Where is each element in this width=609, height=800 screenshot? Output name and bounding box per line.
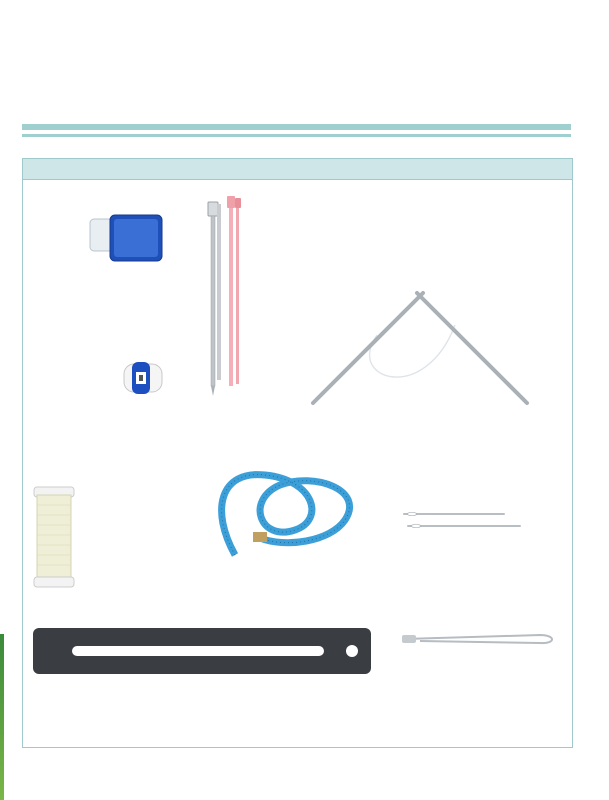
stitch-gauge-image (32, 626, 374, 676)
pins-box-image (88, 205, 168, 265)
circular-needles-image (305, 285, 545, 410)
title-rule-thin (22, 134, 571, 137)
tool-kit-header (23, 159, 572, 180)
page-edge-strip (0, 634, 4, 800)
straight-needles-image (205, 196, 245, 401)
elastic-spool-image (32, 485, 77, 590)
knitters-needles-image (400, 508, 525, 532)
title-rule-thick (22, 124, 571, 130)
row-counter-image (122, 358, 164, 398)
page-footer (565, 768, 569, 780)
stitch-holder-image (400, 630, 560, 648)
tape-measure-image (205, 450, 380, 568)
